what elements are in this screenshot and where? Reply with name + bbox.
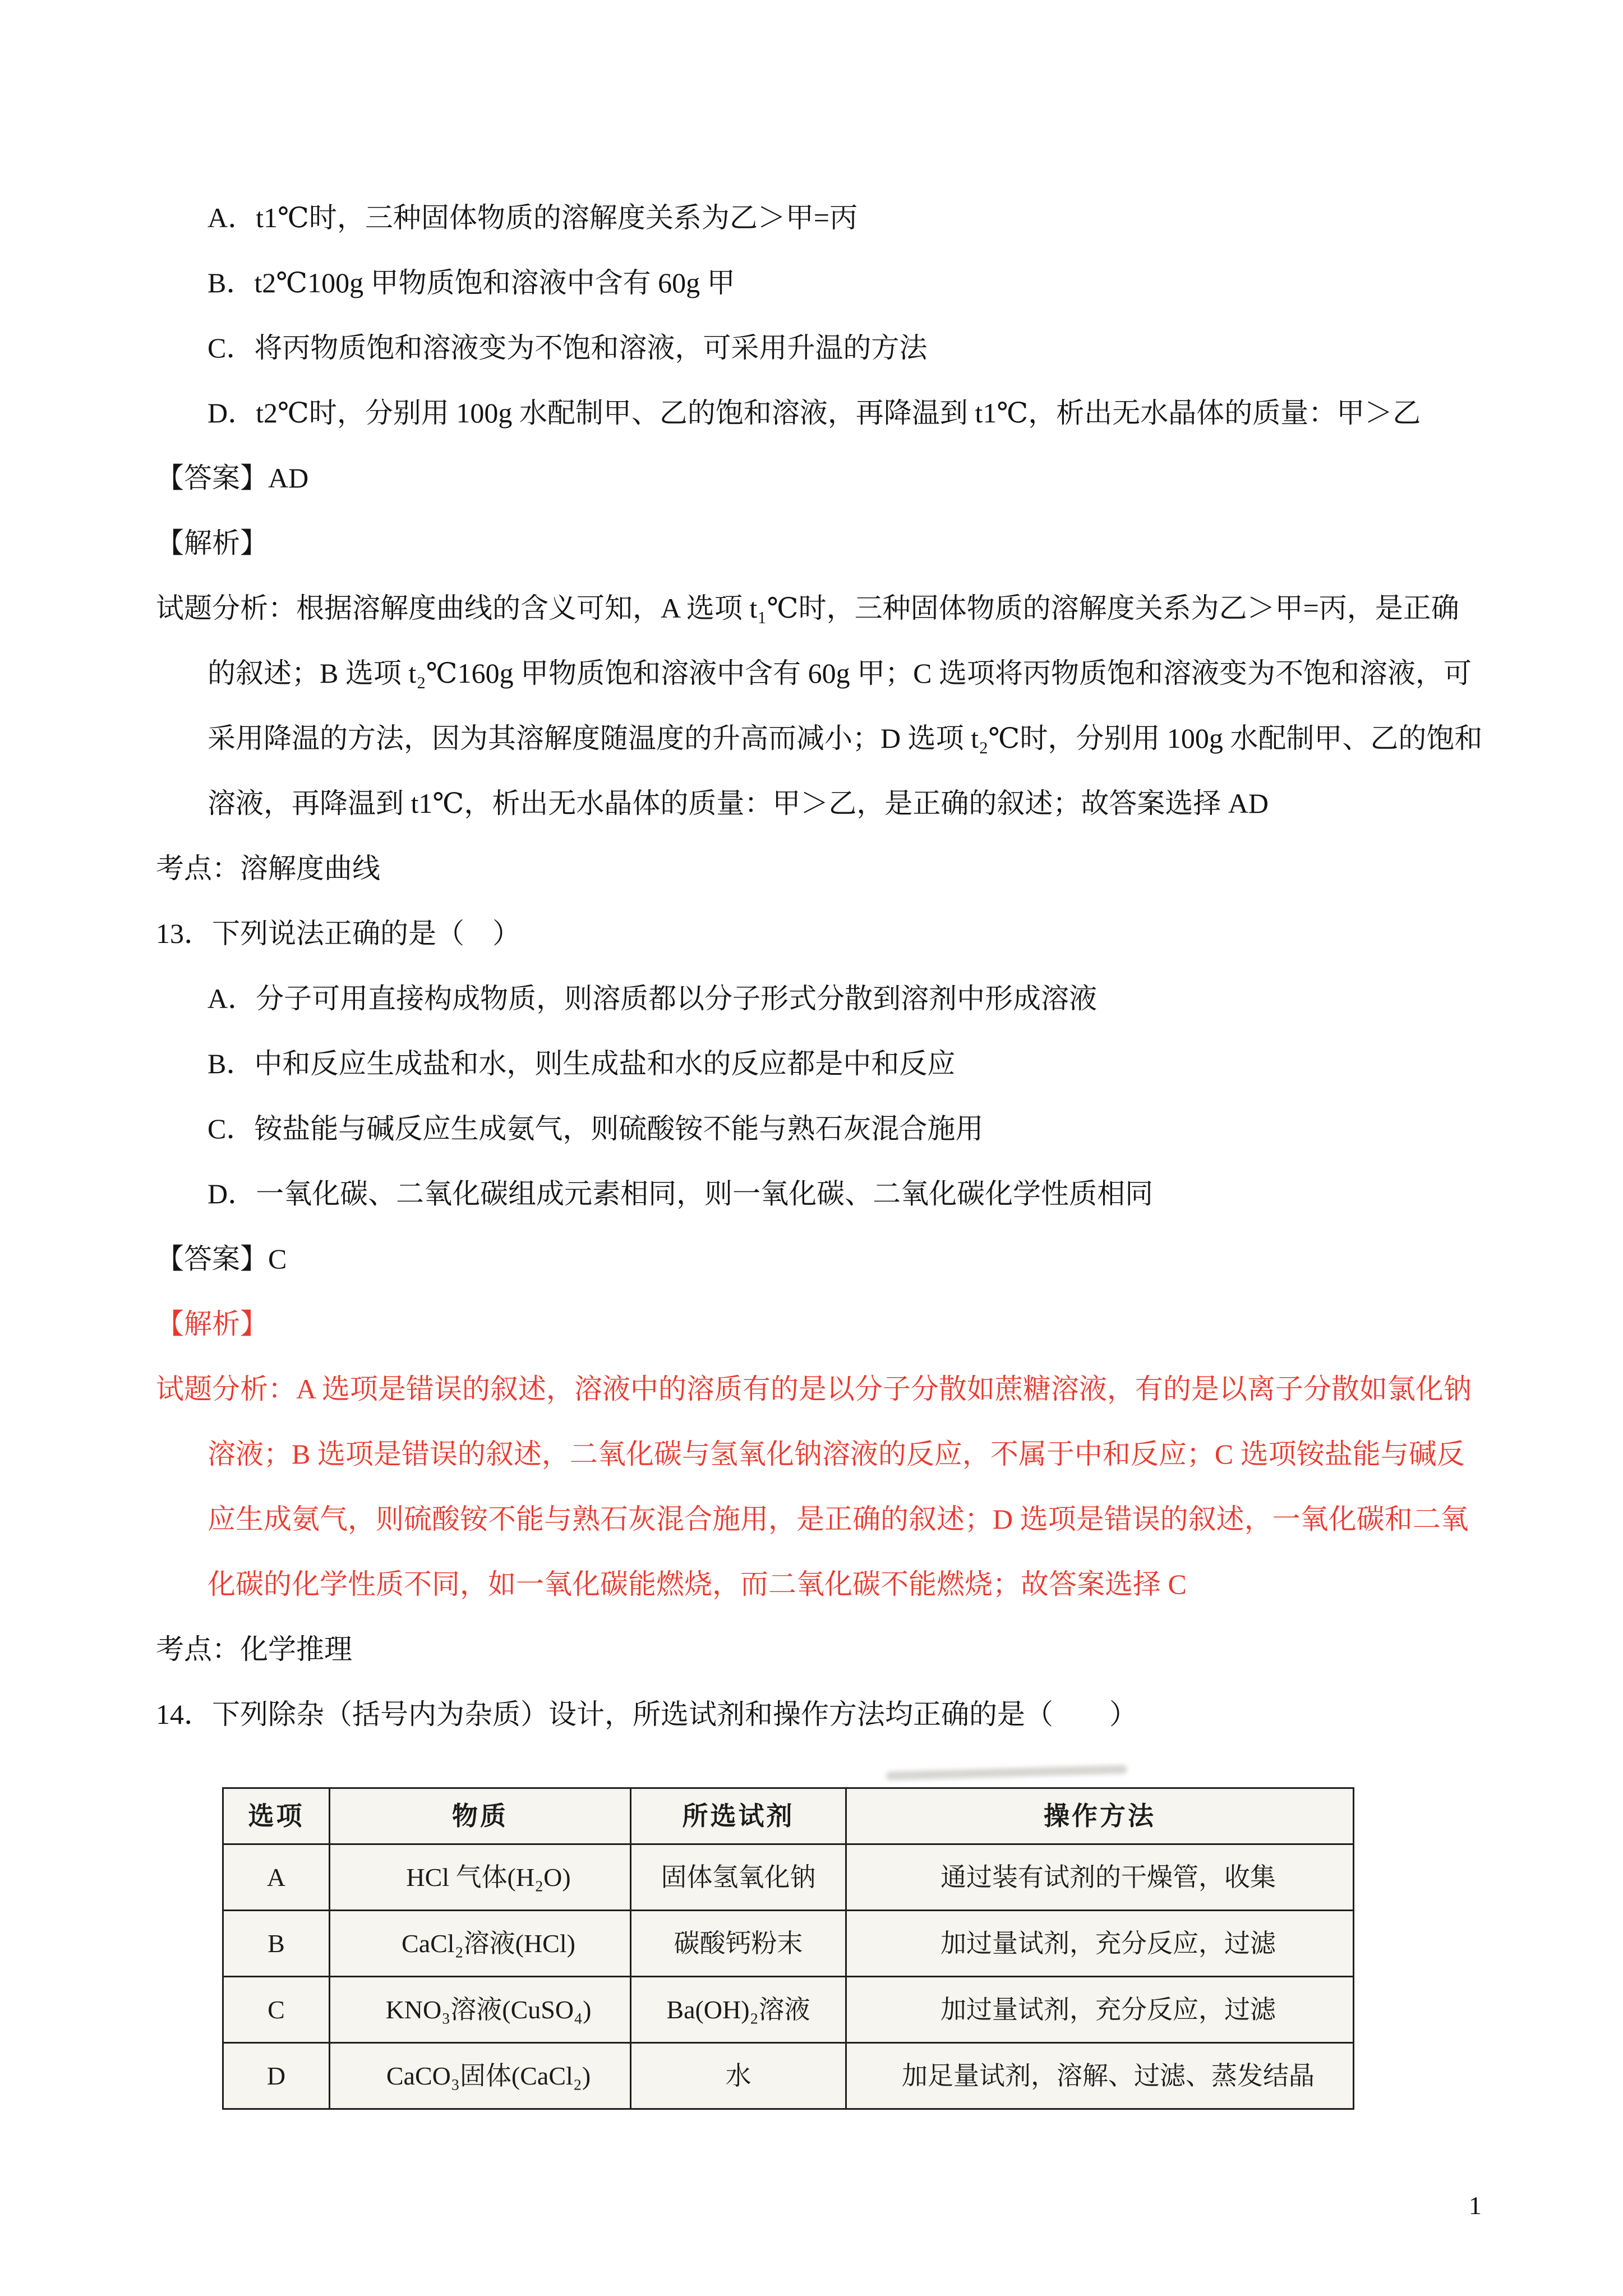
q12-option-a: A．t1℃时，三种固体物质的溶解度关系为乙＞甲=丙 — [208, 202, 858, 233]
cell-reagent: 水 — [631, 2043, 846, 2109]
cell-option: D — [223, 2043, 330, 2109]
header-method: 操作方法 — [846, 1788, 1354, 1844]
cell-method: 通过装有试剂的干燥管，收集 — [846, 1844, 1354, 1911]
q14-table-scan — [222, 1787, 1353, 2110]
q12-analysis-text: 试题分析：根据溶解度曲线的含义可知，A 选项 t₁℃时，三种固体物质的溶解度关系为乙＞甲=丙，是正确的叙述；B 选项 t₂℃160g 甲物质饱和溶液中含有 60g 甲；C 选项将丙物质饱和溶液变为不饱和溶液，可采用降温的方法，因为其溶解度随温度的升高而减小；D 选项 t₂℃时，分别用 100g 水配制甲、乙的饱和溶液，再降温到 t1℃，析出无水晶体的质量：甲＞乙，是正确的叙述；故答案选择 AD — [156, 592, 1483, 819]
cell-substance: CaCO₃固体(CaCl₂) — [330, 2043, 631, 2109]
cell-option: C — [223, 1977, 330, 2043]
q13-answer: 【答案】C — [156, 1243, 287, 1274]
q13-option-b: B．中和反应生成盐和水，则生成盐和水的反应都是中和反应 — [208, 1048, 956, 1079]
question-13-section — [156, 901, 1483, 1682]
table-header-row — [223, 1788, 1354, 1844]
cell-reagent: 碳酸钙粉末 — [631, 1911, 846, 1977]
q14-stem: 14．下列除杂（括号内为杂质）设计，所选试剂和操作方法均正确的是（ ） — [156, 1699, 1137, 1730]
cell-method: 加过量试剂，充分反应，过滤 — [846, 1911, 1354, 1977]
table-row — [223, 1911, 1354, 1977]
cell-method: 加过量试剂，充分反应，过滤 — [846, 1977, 1354, 2043]
table-row — [223, 1844, 1354, 1911]
q12-keypoint: 考点：溶解度曲线 — [156, 853, 380, 884]
q12-option-c: C．将丙物质饱和溶液变为不饱和溶液，可采用升温的方法 — [208, 332, 928, 364]
q12-analysis-label: 【解析】 — [156, 527, 268, 559]
q14-table — [222, 1787, 1354, 2110]
question-12-section — [156, 185, 1483, 901]
cell-substance: CaCl₂溶液(HCl) — [330, 1911, 631, 1977]
header-reagent: 所选试剂 — [631, 1788, 846, 1844]
header-substance: 物质 — [330, 1788, 631, 1844]
q12-answer: 【答案】AD — [156, 462, 309, 494]
q13-keypoint: 考点：化学推理 — [156, 1634, 352, 1665]
cell-reagent: 固体氢氧化钠 — [631, 1844, 846, 1911]
cell-substance: KNO₃溶液(CuSO₄) — [330, 1977, 631, 2043]
header-option: 选项 — [223, 1788, 330, 1844]
table-row — [223, 1977, 1354, 2043]
q13-option-d: D．一氧化碳、二氧化碳组成元素相同，则一氧化碳、二氧化碳化学性质相同 — [208, 1178, 1154, 1209]
cell-option: B — [223, 1911, 330, 1977]
cell-reagent: Ba(OH)₂溶液 — [631, 1977, 846, 2043]
question-14-section — [156, 1682, 1483, 2110]
q13-analysis-text: 试题分析：A 选项是错误的叙述，溶液中的溶质有的是以分子分散如蔗糖溶液，有的是以离子分散如氯化钠溶液；B 选项是错误的叙述，二氧化碳与氢氧化钠溶液的反应，不属于中和反应；C 选项铵盐能与碱反应生成氨气，则硫酸铵不能与熟石灰混合施用，是正确的叙述；D 选项是错误的叙述，一氧化碳和二氧化碳的化学性质不同，如一氧化碳能燃烧，而二氧化碳不能燃烧；故答案选择 C — [156, 1373, 1472, 1600]
q13-option-a: A．分子可用直接构成物质，则溶质都以分子形式分散到溶剂中形成溶液 — [208, 983, 1098, 1014]
q13-option-c: C．铵盐能与碱反应生成氨气，则硫酸铵不能与熟石灰混合施用 — [208, 1113, 984, 1144]
cell-option: A — [223, 1844, 330, 1911]
table-row — [223, 2043, 1354, 2109]
q12-option-b: B．t2℃100g 甲物质饱和溶液中含有 60g 甲 — [208, 267, 735, 298]
cell-substance: HCl 气体(H₂O) — [330, 1844, 631, 1911]
q13-stem: 13．下列说法正确的是（ ） — [156, 918, 520, 949]
cell-method: 加足量试剂，溶解、过滤、蒸发结晶 — [846, 2043, 1354, 2109]
page-number: 1 — [1469, 2191, 1482, 2220]
q12-option-d: D．t2℃时，分别用 100g 水配制甲、乙的饱和溶液，再降温到 t1℃，析出无水晶体的质量：甲＞乙 — [208, 397, 1421, 429]
q13-analysis-label: 【解析】 — [156, 1308, 268, 1340]
